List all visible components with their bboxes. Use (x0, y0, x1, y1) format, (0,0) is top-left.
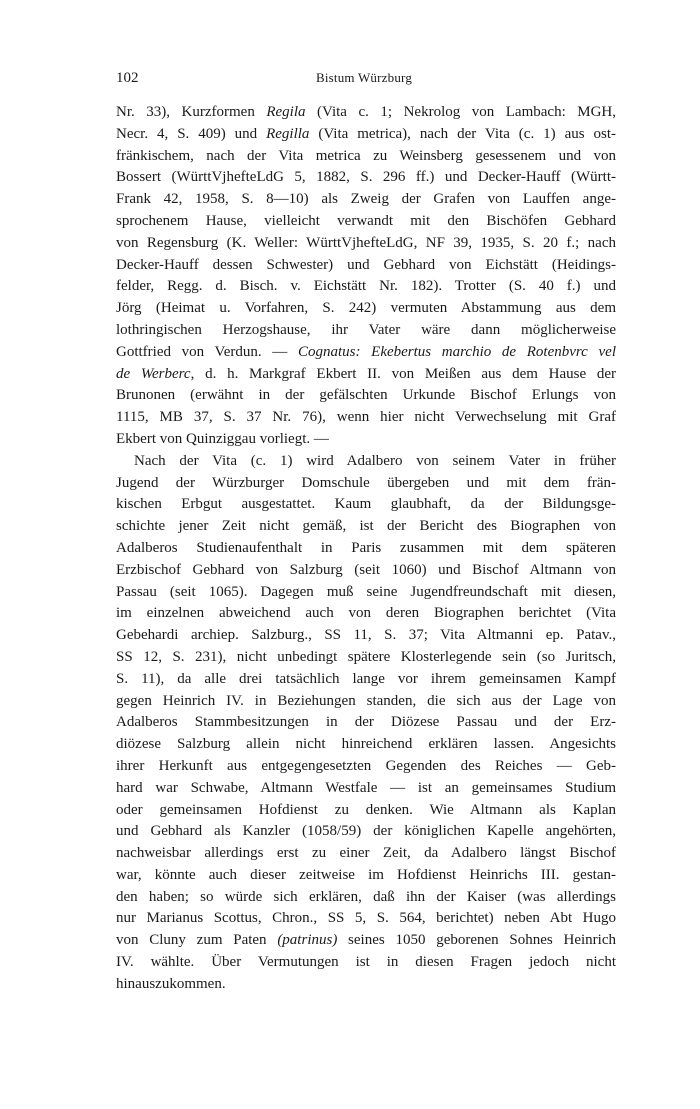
page-header (116, 70, 612, 92)
text-line: von Cluny zum Paten (patrinus) seines 1050 geborenen Sohnes Heinrich (116, 932, 616, 949)
text-line: Brunonen (erwähnt in der gefälschten Urkunde Bischof Erlungs von (116, 387, 616, 404)
text-line: lothringischen Herzogshause, ihr Vater wäre dann möglicherweise (116, 321, 616, 338)
text-line: den haben; so würde sich erklären, daß ihn der Kaiser (was allerdings (116, 888, 616, 905)
text-line: gegen Heinrich IV. in Beziehungen standen, die sich aus der Lage von (116, 692, 616, 709)
text-line: im einzelnen abweichend auch von deren Biographen berichtet (Vita (116, 605, 616, 622)
text-line: sprochenem Hause, vielleicht verwandt mit den Bischöfen Gebhard (116, 212, 616, 229)
text-line: Necr. 4, S. 409) und Regilla (Vita metrica), nach der Vita (c. 1) aus ost- (116, 125, 616, 142)
text-line: Gottfried von Verdun. — Cognatus: Ekebertus marchio de Rotenbvrc vel (116, 343, 616, 360)
text-line: Jörg (Heimat u. Vorfahren, S. 242) vermuten Abstammung aus dem (116, 300, 616, 317)
running-title: Bistum Würzburg (315, 70, 413, 85)
text-line: diözese Salzburg allein nicht hinreichend erklären lassen. Angesichts (116, 736, 616, 753)
text-line: fränkischem, nach der Vita metrica zu Weinsberg gesessenem und von (116, 147, 616, 164)
text-line: Ekbert von Quinziggau vorliegt. — (116, 430, 329, 447)
text-line: Adalberos Stammbesitzungen in der Diözese Passau und der Erz- (116, 714, 616, 731)
text-line: Nach der Vita (c. 1) wird Adalbero von seinem Vater in früher (134, 452, 616, 469)
text-line: IV. wählte. Über Vermutungen ist in diesen Fragen jedoch nicht (116, 954, 616, 971)
text-line: SS 12, S. 231), nicht unbedingt spätere Klosterlegende sein (so Juritsch, (116, 648, 616, 665)
text-line: war, könnte auch dieser zeitweise im Hofdienst Heinrichs III. gestan- (116, 866, 616, 883)
text-line: von Regensburg (K. Weller: WürttVjhefteLdG, NF 39, 1935, S. 20 f.; nach (116, 234, 616, 251)
text-line: Erzbischof Gebhard von Salzburg (seit 1060) und Bischof Altmann von (116, 561, 616, 578)
text-line: Adalberos Studienaufenthalt in Paris zusammen mit dem späteren (116, 539, 616, 556)
text-line: nachweisbar allerdings erst zu einer Zeit, da Adalbero längst Bischof (116, 845, 616, 862)
text-line: Passau (seit 1065). Dagegen muß seine Jugendfreundschaft mit diesen, (116, 583, 616, 600)
text-line: Jugend der Würzburger Domschule übergeben und mit dem frän- (116, 474, 616, 491)
text-line: oder gemeinsamen Hofdienst zu denken. Wie Altmann als Kaplan (116, 801, 616, 818)
text-line: Bossert (WürttVjhefteLdG 5, 1882, S. 296 ff.) und Decker-Hauff (Württ- (116, 169, 616, 186)
text-line: S. 11), da alle drei tatsächlich lange vor ihrem gemeinsamen Kampf (116, 670, 616, 687)
text-line: Nr. 33), Kurzformen Regila (Vita c. 1; Nekrolog von Lambach: MGH, (116, 104, 616, 120)
text-line: Decker-Hauff dessen Schwester) und Gebhard von Eichstätt (Heidings- (116, 256, 616, 273)
text-line: Frank 42, 1958, S. 8—10) als Zweig der Grafen von Lauffen ange- (116, 191, 616, 208)
text-line: kischen Erbgut ausgestattet. Kaum glaubhaft, da der Bildungsge- (116, 496, 616, 513)
page-number: 102 (116, 70, 139, 86)
text-line: de Werberc, d. h. Markgraf Ekbert II. von Meißen aus dem Hause der (116, 365, 616, 382)
text-line: Gebehardi archiep. Salzburg., SS 11, S. 37; Vita Altmanni ep. Patav., (116, 627, 616, 644)
body-text (116, 102, 616, 996)
text-line: felder, Regg. d. Bisch. v. Eichstätt Nr. 182). Trotter (S. 40 f.) und (116, 278, 616, 295)
text-line: 1115, MB 37, S. 37 Nr. 76), wenn hier nicht Verwechselung mit Graf (116, 409, 616, 426)
text-line: nur Marianus Scottus, Chron., SS 5, S. 564, berichtet) neben Abt Hugo (116, 910, 616, 927)
text-line: hinauszukommen. (116, 975, 226, 992)
text-line: hard war Schwabe, Altmann Westfale — ist an gemeinsames Studium (116, 779, 616, 796)
text-line: ihrer Herkunft aus entgegengesetzten Gegenden des Reiches — Geb- (116, 757, 616, 774)
text-line: und Gebhard als Kanzler (1058/59) der königlichen Kapelle angehörten, (116, 823, 616, 840)
text-line: schichte jener Zeit nicht gemäß, ist der Bericht des Biographen von (116, 518, 616, 535)
